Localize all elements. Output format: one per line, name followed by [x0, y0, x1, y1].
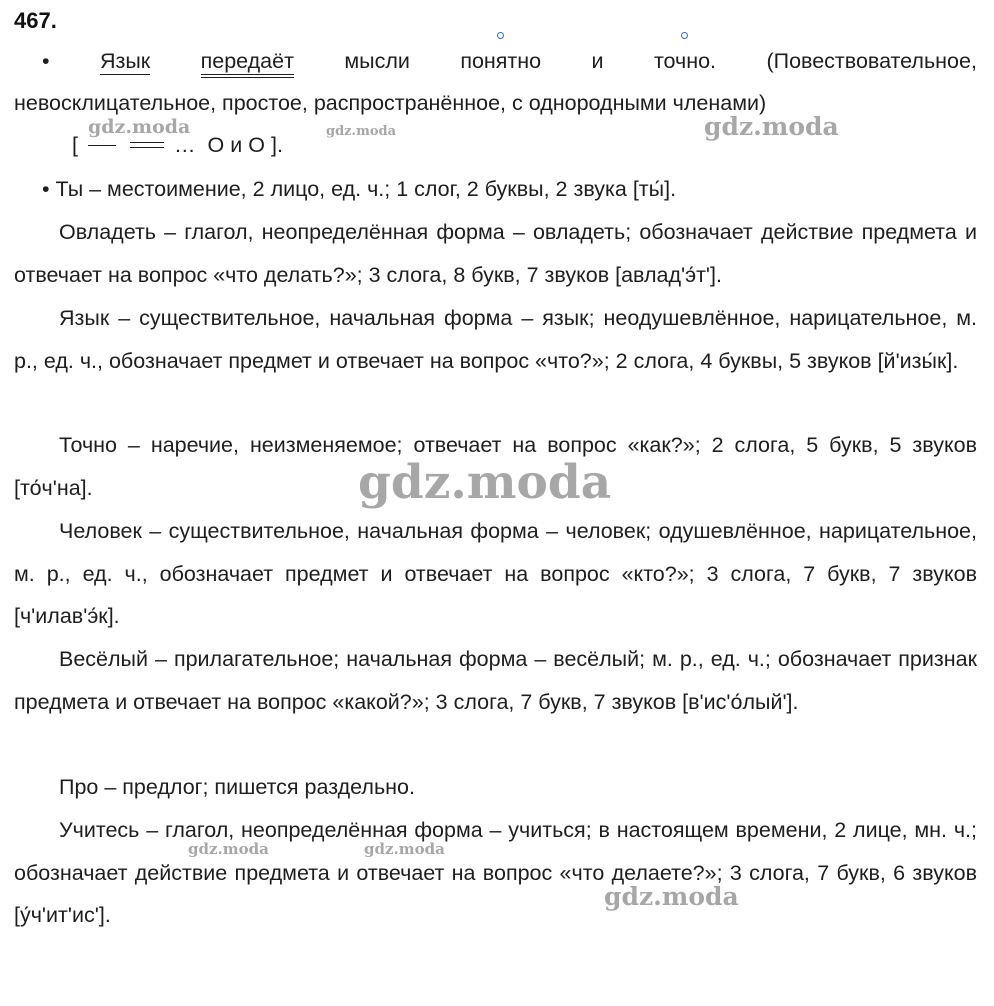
scheme-close: ]. [270, 133, 283, 157]
sentence-line-2: невосклицательное, простое, распространённое, с однородными членами) [14, 91, 767, 115]
exercise-number: 467. [14, 8, 57, 33]
word-thoughts: мысли [344, 49, 410, 73]
scheme-dots: … [173, 133, 196, 157]
paragraph-ty: • Ты – местоимение, 2 лицо, ед. ч.; 1 слог, 2 буквы, 2 звука [ты́]. [42, 177, 677, 201]
paragraph-vesely: Весёлый – прилагательное; начальная форма – весёлый; м. р., ед. ч.; обозначает признак предмета и отвечает на вопрос «какой?»; 3 слога, 7 букв, 7 звуков [в'ис'о́лый']. [14, 647, 977, 714]
word-understandably: понятно [460, 40, 541, 83]
word-narrative: (Повествовательное, [766, 49, 977, 73]
subject-line-mark [88, 145, 116, 146]
word-and: и [591, 49, 604, 73]
scheme-o1: О [207, 133, 225, 157]
predicate-line-mark [130, 142, 164, 148]
scheme-open: [ [72, 133, 78, 157]
predicate-word: передаёт [201, 50, 294, 78]
watermark: gdz.moda [358, 455, 612, 510]
scheme-conj: и [230, 133, 243, 157]
scheme-o2: О [248, 133, 265, 157]
watermark: gdz.moda [326, 124, 397, 139]
watermark: gdz.moda [604, 882, 739, 911]
subject-word: Язык [99, 49, 151, 73]
sentence-scheme [72, 130, 283, 160]
paragraph-uchites: Учитесь – глагол, неопределённая форма – учиться; в настоящем времени, 2 лице, мн. ч.; обозначает действие предмета и отвечает на вопрос «что делаете?»; 3 слога, 7 букв, 6 звуков [у́ч'ит'ис']. [14, 818, 977, 927]
word-precisely: точно. [654, 40, 716, 83]
bullet: • [42, 49, 50, 73]
watermark: gdz.moda [704, 112, 839, 141]
watermark: gdz.moda [88, 116, 191, 138]
sentence-line-1 [42, 40, 977, 83]
paragraph-yazyk: Язык – существительное, начальная форма – язык; неодушевлённое, нарицательное, м. р., ед. ч., обозначает предмет и отвечает на вопрос «что?»; 2 слога, 4 буквы, 5 звуков [й'изы́к]. [14, 306, 977, 373]
paragraph-tochno: Точно – наречие, неизменяемое; отвечает на вопрос «как?»; 2 слога, 5 букв, 5 звуков [то́ч'на]. [14, 433, 977, 500]
paragraph-chelovek: Человек – существительное, начальная форма – человек; одушевлённое, нарицательное, м. р., ед. ч., обозначает предмет и отвечает на вопрос «кто?»; 3 слога, 7 букв, 7 звуков [ч'илав'э́к]. [14, 519, 977, 628]
paragraph-pro: Про – предлог; пишется раздельно. [59, 775, 415, 799]
paragraph-ovladet: Овладеть – глагол, неопределённая форма – овладеть; обозначает действие предмета и отвечает на вопрос «что делать?»; 3 слога, 8 букв, 7 звуков [авлад'э́т']. [14, 220, 977, 287]
watermark: gdz.moda [188, 840, 269, 858]
watermark: gdz.moda [364, 840, 445, 858]
